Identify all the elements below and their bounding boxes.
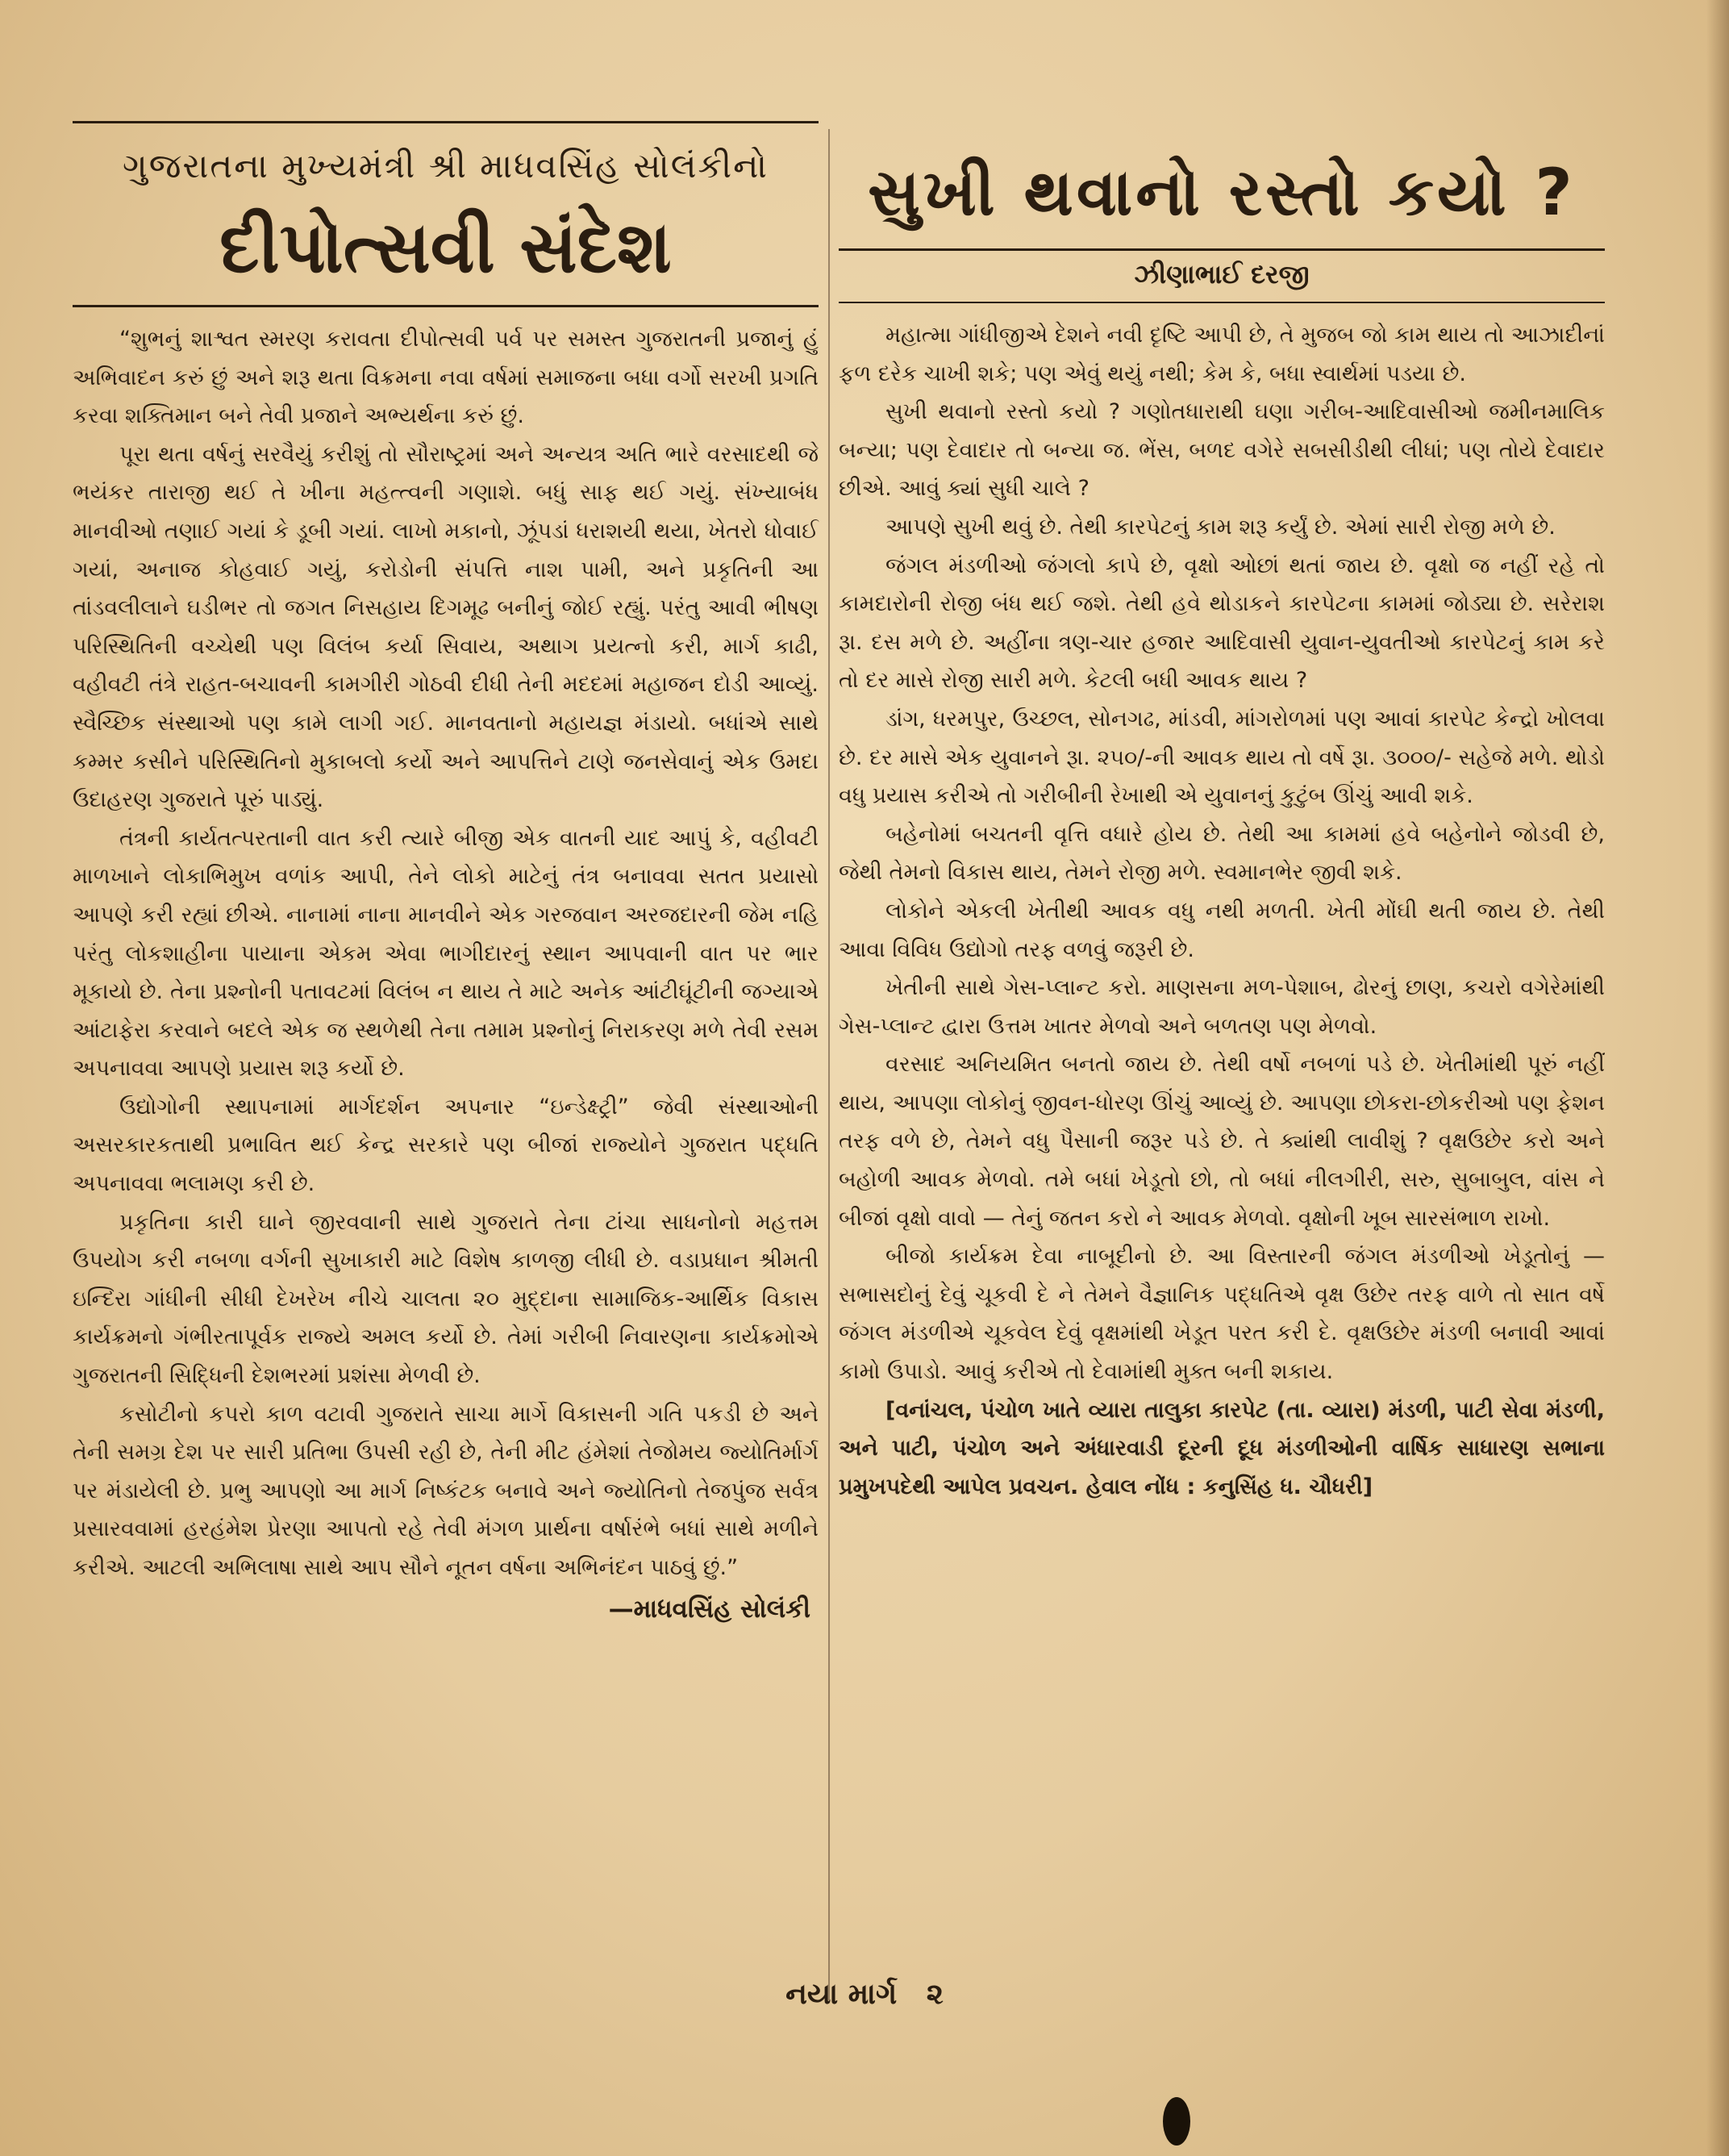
paragraph: જંગલ મંડળીઓ જંગલો કાપે છે, વૃક્ષો ઓછાં થતાં જાય છે. વૃક્ષો જ નહીં રહે તો કામદારોની રોજી બંધ થઈ જશે. તેથી હવે થોડાકને કારપેટના કામમાં જોડ્યા છે. સરેરાશ રૂા. દસ મળે છે. અહીંના ત્રણ-ચાર હજાર આદિવાસી યુવાન-યુવતીઓ કારપેટનું કામ કરે તો દર માસે રોજી સારી મળે. કેટલી બધી આવક થાય ? bbox=[839, 553, 1605, 694]
paragraph: “શુભનું શાશ્વત સ્મરણ કરાવતા દીપોત્સવી પર્વ પર સમસ્ત ગુજરાતની પ્રજાનું હું અભિવાદન કરું છું અને શરૂ થતા વિક્રમના નવા વર્ષમાં સમાજના બધા વર્ગો સરખી પ્રગતિ કરવા શક્તિમાન બને તેવી પ્રજાને અભ્યર્થના કરું છું. bbox=[73, 327, 819, 429]
paragraph: લોકોને એકલી ખેતીથી આવક વધુ નથી મળતી. ખેતી મોંઘી થતી જાય છે. તેથી આવા વિવિધ ઉદ્યોગો તરફ વળવું જરૂરી છે. bbox=[839, 898, 1605, 962]
paragraph: કસોટીનો કપરો કાળ વટાવી ગુજરાતે સાચા માર્ગે વિકાસની ગતિ પકડી છે અને તેની સમગ્ર દેશ પર સારી પ્રતિભા ઉપસી રહી છે, તેની મીટ હંમેશાં તેજોમય જ્યોતિર્માર્ગ પર મંડાયેલી છે. પ્રભુ આપણો આ માર્ગ નિષ્કંટક બનાવે અને જ્યોતિનો તેજપુંજ સર્વત્ર પ્રસારવવામાં હરહંમેશ પ્રેરણા આપતો રહે તેવી મંગળ પ્રાર્થના વર્ષારંભે બધાં સાથે મળીને કરીએ. આટલી અભિલાષા સાથે આપ સૌને નૂતન વર્ષના અભિનંદન પાઠવું છું.” bbox=[73, 1401, 819, 1580]
article-body bbox=[73, 307, 819, 1628]
right-article bbox=[839, 121, 1605, 1506]
paragraph: તંત્રની કાર્યતત્પરતાની વાત કરી ત્યારે બીજી એક વાતની યાદ આપું કે, વહીવટી માળખાને લોકાભિમુખ વળાંક આપી, તેને લોકો માટેનું તંત્ર બનાવવા સતત પ્રયાસો આપણે કરી રહ્યાં છીએ. નાનામાં નાના માનવીને એક ગરજવાન અરજદારની જેમ નહિ પરંતુ લોકશાહીના પાયાના એકમ એવા ભાગીદારનું સ્થાન આપવાની વાત પર ભાર મૂકાયો છે. તેના પ્રશ્નોની પતાવટમાં વિલંબ ન થાય તે માટે અનેક આંટીઘૂંટીની જગ્યાએ આંટાફેરા કરવાને બદલે એક જ સ્થળેથી તેના તમામ પ્રશ્નોનું નિરાકરણ મળે તેવી રસમ અપનાવવા આપણે પ્રયાસ શરૂ કર્યો છે. bbox=[73, 825, 819, 1082]
paragraph: આપણે સુખી થવું છે. તેથી કારપેટનું કામ શરૂ કર્યું છે. એમાં સારી રોજી મળે છે. bbox=[885, 514, 1556, 540]
paragraph: ખેતીની સાથે ગેસ-પ્લાન્ટ કરો. માણસના મળ-પેશાબ, ઢોરનું છાણ, કચરો વગેરેમાંથી ગેસ-પ્લાન્ટ દ્વારા ઉત્તમ ખાતર મેળવો અને બળતણ પણ મેળવો. bbox=[839, 975, 1605, 1039]
page-footer bbox=[0, 1978, 1729, 2012]
article-kicker: ગુજરાતના મુખ્યમંત્રી શ્રી માધવસિંહ સોલંકીનો bbox=[123, 146, 769, 186]
article-title: સુખી થવાનો રસ્તો કયો ? bbox=[868, 155, 1576, 230]
magazine-name: નયા માર્ગ bbox=[785, 1978, 898, 2011]
paragraph: બીજો કાર્યક્રમ દેવા નાબૂદીનો છે. આ વિસ્તારની જંગલ મંડળીઓ ખેડૂતોનું —સભાસદોનું દેવું ચૂકવી દે ને તેમને વૈજ્ઞાનિક પદ્ધતિએ વૃક્ષ ઉછેર તરફ વાળે તો સાત વર્ષે જંગલ મંડળીએ ચૂકવેલ દેવું વૃક્ષમાંથી ખેડૂત પરત કરી દે. વૃક્ષઉછેર મંડળી બનાવી આવાં કામો ઉપાડો. આવું કરીએ તો દેવામાંથી મુક્ત બની શકાય. bbox=[839, 1244, 1605, 1385]
left-article bbox=[73, 121, 819, 1628]
paragraph: પૂરા થતા વર્ષનું સરવૈયું કરીશું તો સૌરાષ્ટ્રમાં અને અન્યત્ર અતિ ભારે વરસાદથી જે ભયંકર તારાજી થઈ તે ખીના મહત્ત્વની ગણાશે. બધું સાફ થઈ ગયું. સંખ્યાબંધ માનવીઓ તણાઈ ગયાં કે ડૂબી ગયાં. લાખો મકાનો, ઝૂંપડાં ધરાશયી થયા, ખેતરો ધોવાઈ ગયાં, અનાજ કોહવાઈ ગયું, કરોડોની સંપત્તિ નાશ પામી, અને પ્રકૃતિની આ તાંડવલીલાને ઘડીભર તો જગત નિસહાય દિગમૂઢ બનીનું જોઈ રહ્યું. પરંતુ આવી ભીષણ પરિસ્થિતિની વચ્ચેથી પણ વિલંબ કર્યા સિવાય, અથાગ પ્રયત્નો કરી, માર્ગ કાઢી, વહીવટી તંત્રે રાહત-બચાવની કામગીરી ગોઠવી દીધી તેની મદદમાં મહાજન દોડી આવ્યું. સ્વૈચ્છિક સંસ્થાઓ પણ કામે લાગી ગઈ. માનવતાનો મહાયજ્ઞ મંડાયો. બધાંએ સાથે કમ્મર કસીને પરિસ્થિતિનો મુકાબલો કર્યો અને આપત્તિને ટાણે જનસેવાનું એક ઉમદા ઉદાહરણ ગુજરાતે પૂરું પાડ્યું. bbox=[73, 441, 819, 813]
article-body bbox=[839, 303, 1605, 1506]
article-title: દીપોત્સવી સંદેશ bbox=[219, 206, 672, 289]
paragraph: ડાંગ, ધરમપુર, ઉચ્છલ, સોનગઢ, માંડવી, માંગરોળમાં પણ આવાં કારપેટ કેન્દ્રો ખોલવા છે. દર માસે એક યુવાનને રૂા. ૨૫૦/-ની આવક થાય તો વર્ષે રૂા. ૩૦૦૦/- સહેજે મળે. થોડો વધુ પ્રયાસ કરીએ તો ગરીબીની રેખાથી એ યુવાનનું કુટુંબ ઊંચું આવી શકે. bbox=[839, 706, 1605, 809]
signature: —માધવસિંહ સોલંકી bbox=[608, 1594, 810, 1624]
paragraph: સુખી થવાનો રસ્તો કયો ? ગણોતધારાથી ઘણા ગરીબ-આદિવાસીઓ જમીનમાલિક બન્યા; પણ દેવાદાર તો બન્યા જ. ભેંસ, બળદ વગેરે સબસીડીથી લીધાં; પણ તોયે દેવાદાર છીએ. આવું ક્યાં સુધી ચાલે ? bbox=[839, 399, 1605, 502]
paragraph: ઉદ્યોગોની સ્થાપનામાં માર્ગદર્શન અપનાર “ઇન્ડેક્ષ્ટ્રી” જેવી સંસ્થાઓની અસરકારકતાથી પ્રભાવિત થઈ કેન્દ્ર સરકારે પણ બીજાં રાજ્યોને ગુજરાત પદ્ધતિ અપનાવવા ભલામણ કરી છે. bbox=[73, 1094, 819, 1197]
paragraph: બહેનોમાં બચતની વૃત્તિ વધારે હોય છે. તેથી આ કામમાં હવે બહેનોને જોડવી છે, જેથી તેમનો વિકાસ થાય, તેમને રોજી મળે. સ્વમાનભેર જીવી શકે. bbox=[839, 821, 1605, 886]
paragraph: વરસાદ અનિયમિત બનતો જાય છે. તેથી વર્ષો નબળાં પડે છે. ખેતીમાંથી પૂરું નહીં થાય, આપણા લોકોનું જીવન-ધોરણ ઊંચું આવ્યું છે. આપણા છોકરા-છોકરીઓ પણ ફેશન તરફ વળે છે, તેમને વધુ પૈસાની જરૂર પડે છે. તે ક્યાંથી લાવીશું ? વૃક્ષઉછેર કરો અને બહોળી આવક મેળવો. તમે બધાં ખેડૂતો છો, તો બધાં નીલગીરી, સરુ, સુબાબુલ, વાંસ ને બીજાં વૃક્ષો વાવો — તેનું જતન કરો ને આવક મેળવો. વૃક્ષોની ખૂબ સારસંભાળ રાખો. bbox=[839, 1052, 1605, 1231]
binding-hole-icon bbox=[1163, 2097, 1190, 2146]
page-edge-shadow bbox=[1706, 0, 1729, 2156]
paragraph: પ્રકૃતિના કારી ઘાને જીરવવાની સાથે ગુજરાતે તેના ટાંચા સાધનોનો મહત્તમ ઉપયોગ કરી નબળા વર્ગની સુખાકારી માટે વિશેષ કાળજી લીધી છે. વડાપ્રધાન શ્રીમતી ઇન્દિરા ગાંધીની સીધી દેખરેખ નીચે ચાલતા ૨૦ મુદ્દાના સામાજિક-આર્થિક વિકાસ કાર્યક્રમનો ગંભીરતાપૂર્વક રાજ્યે અમલ કર્યો છે. તેમાં ગરીબી નિવારણના કાર્યક્રમોએ ગુજરાતની સિદ્ધિની દેશભરમાં પ્રશંસા મેળવી છે. bbox=[73, 1209, 819, 1389]
byline: ઝીણાભાઈ દરજી bbox=[1134, 259, 1310, 290]
page-number: ૨ bbox=[926, 1978, 944, 2011]
editor-note: [વનાંચલ, પંચોળ ખાતે વ્યારા તાલુકા કારપેટ (તા. વ્યારા) મંડળી, પાટી સેવા મંડળી, અને પાટી, પંચોળ અને અંધારવાડી દૂરની દૂધ મંડળીઓની વાર્ષિક સાધારણ સભાના પ્રમુખપદેથી આપેલ પ્રવચન. હેવાલ નોંધ : કનુસિંહ ધ. ચૌધરી] bbox=[839, 1397, 1605, 1499]
column-divider bbox=[828, 129, 830, 2000]
paragraph: મહાત્મા ગાંધીજીએ દેશને નવી દૃષ્ટિ આપી છે, તે મુજબ જો કામ થાય તો આઝાદીનાં ફળ દરેક ચાખી શકે; પણ એવું થયું નથી; કેમ કે, બધા સ્વાર્થમાં પડયા છે. bbox=[839, 323, 1605, 386]
